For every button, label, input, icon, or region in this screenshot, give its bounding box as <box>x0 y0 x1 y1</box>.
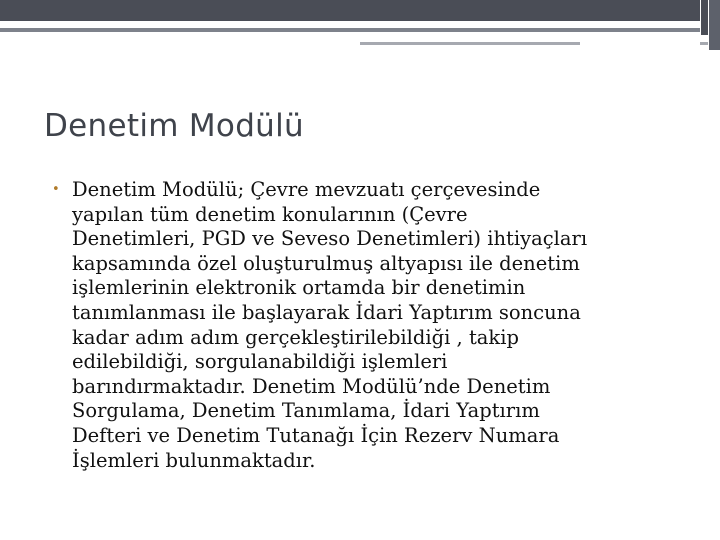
bullet-line: kapsamında özel oluşturulmuş altyapısı ile denetim <box>72 251 580 275</box>
bullet-line: tanımlanması ile başlayarak İdari Yaptırım soncuna <box>72 300 581 324</box>
header-thin-line <box>360 42 580 45</box>
header-bar-right-cap <box>701 0 708 35</box>
bullet-line: İşlemleri bulunmaktadır. <box>72 448 316 472</box>
bullet-line: kadar adım adım gerçekleştirilebildiği , takip <box>72 325 519 349</box>
bullet-line: edilebildiği, sorgulanabildiği işlemleri <box>72 350 448 374</box>
bullet-line: Sorgulama, Denetim Tanımlama, İdari Yaptırım <box>72 399 540 423</box>
header-bar <box>0 0 700 21</box>
header-accent-line <box>0 28 700 32</box>
bullet-marker-icon: • <box>52 182 60 197</box>
bullet-line: Defteri ve Denetim Tutanağı İçin Rezerv Numara <box>72 423 560 447</box>
bullet-line: işlemlerinin elektronik ortamda bir denetimin <box>72 276 526 300</box>
bullet-line: Denetimleri, PGD ve Seveso Denetimleri) ihtiyaçları <box>72 227 588 251</box>
bullet-item <box>72 178 587 473</box>
header-bar-right-strip <box>709 0 720 50</box>
bullet-line: Denetim Modülü; Çevre mevzuatı çerçevesinde <box>72 178 541 201</box>
slide-title: Denetim Modülü <box>44 108 304 144</box>
bullet-line: barındırmaktadır. Denetim Modülü’nde Denetim <box>72 374 551 398</box>
header-thin-line-right <box>700 42 708 45</box>
bullet-line: yapılan tüm denetim konularının (Çevre <box>72 202 468 226</box>
